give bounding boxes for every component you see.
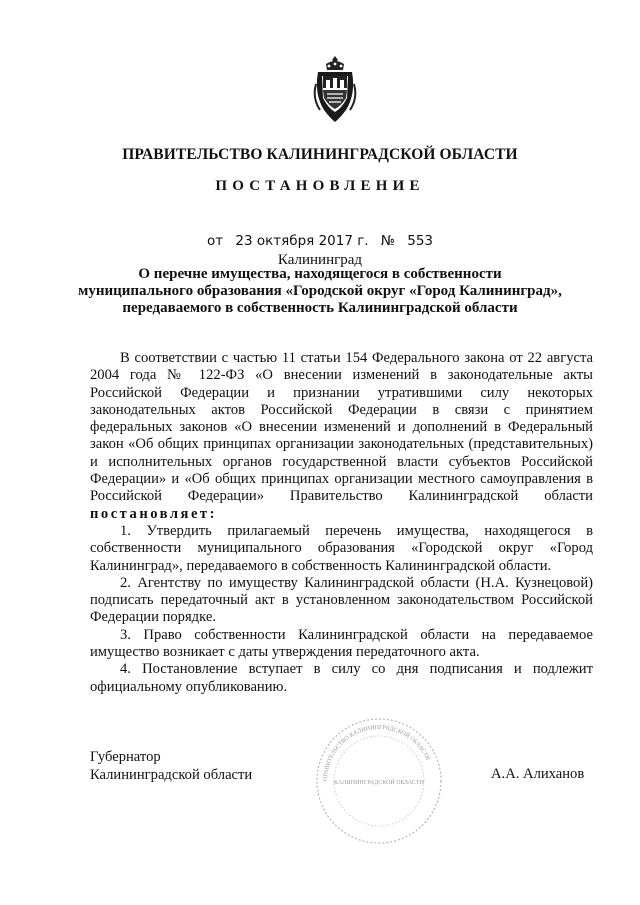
preamble-text: В соответствии с частью 11 статьи 154 Федерального закона от 22 августа 2004 года № 122-ФЗ «О внесении изменений в законодательные акты Российской Федерации и признании утратившими силу некоторых законодательных актов Российской Федерации в связи с принятием федеральных законов «О внесении изменений и дополнений в Федеральный закон «Об общих принципах организации законодательных (представительных) и исполнительных органов государственной власти субъектов Российской Федерации» и «Об общих принципах организации местного самоуправления в Российской Федерации» Правительство Калининградской области [90,350,593,505]
decree-subject [60,266,580,317]
official-seal [314,716,444,846]
decree-body [90,350,593,696]
seal-center-text: КАЛИНИНГРАДСКОЙ ОБЛАСТИ [334,780,424,786]
clause-2: 2. Агентству по имуществу Калининградской области (Н.А. Кузнецовой) подписать передаточный акт в установленном законодательством Российской Федерации порядке. [90,574,593,626]
date-number-line [0,233,640,249]
seal-ring-text: ПРАВИТЕЛЬСТВО КАЛИНИНГРАДСКОЙ ОБЛАСТИ [322,724,431,782]
number-sign: № [380,233,395,249]
coat-of-arms-icon [312,54,358,124]
clause-1: 1. Утвердить прилагаемый перечень имущества, находящегося в собственности муниципального образования «Городской округ «Город Калининград», передаваемого в собственность Калининградской области. [90,522,593,574]
signer-position-line-1: Губернатор [90,749,161,765]
resolves-keyword: постановляет: [90,505,217,522]
signer-position-line-2: Калининградской области [90,767,253,783]
clause-4: 4. Постановление вступает в силу со дня подписания и подлежит официальному опубликованию. [90,661,593,695]
subject-line-2: муниципального образования «Городской округ «Город Калининград», [78,283,562,299]
date-prefix: от [206,233,224,249]
signer-position [90,748,252,784]
signer-name: А.А. Алиханов [491,766,585,782]
decree-number: 553 [407,233,434,249]
document-type-title: ПОСТАНОВЛЕНИЕ [215,178,425,194]
clause-3: 3. Право собственности Калининградской области на передаваемое имущество возникает с даты утверждения передаточного акта. [90,626,593,661]
decree-date: 23 октября 2017 г. [235,233,369,249]
preamble-paragraph [90,350,593,523]
city: Калининград [277,252,363,268]
subject-line-3: передаваемого в собственность Калининградской области [122,300,518,316]
subject-line-1: О перечне имущества, находящегося в собственности [138,266,502,282]
government-title: ПРАВИТЕЛЬСТВО КАЛИНИНГРАДСКОЙ ОБЛАСТИ [122,146,518,163]
